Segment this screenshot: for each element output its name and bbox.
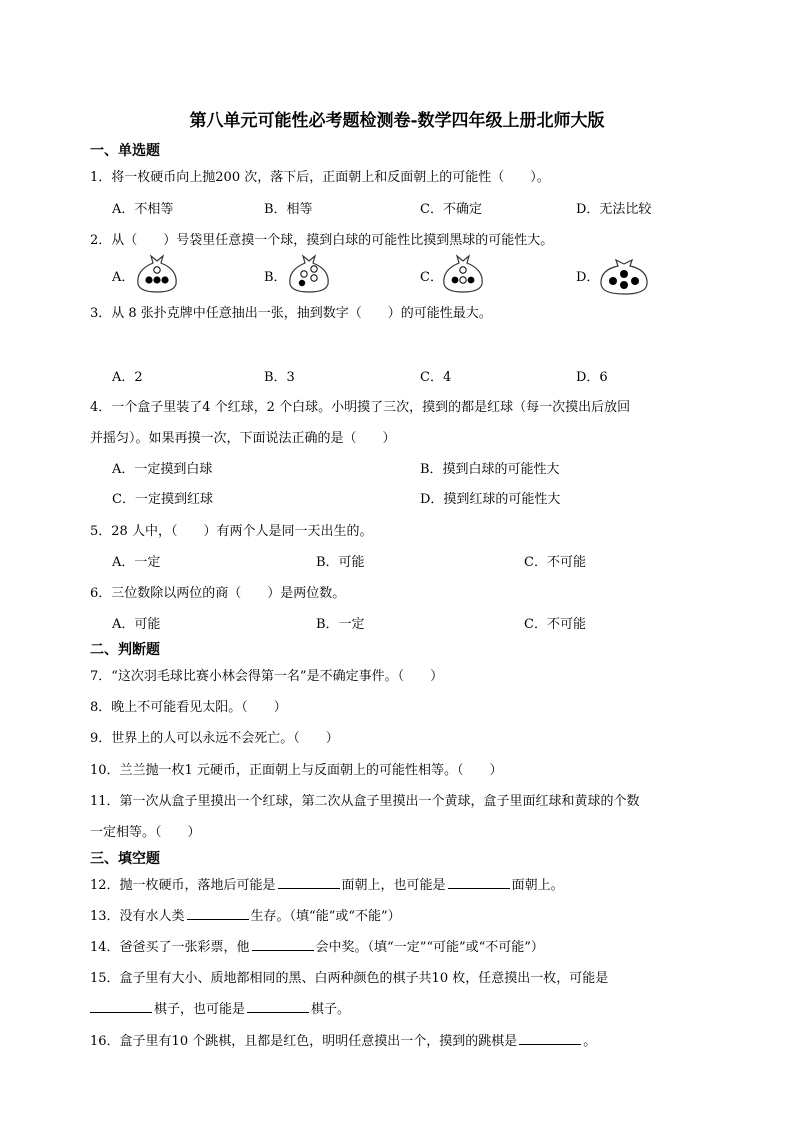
page-title: 第八单元可能性必考题检测卷-数学四年级上册北师大版: [189, 111, 605, 131]
question-1: 1．将一枚硬币向上抛200 次，落下后，正面朝上和反面朝上的可能性（ ）。: [90, 170, 550, 185]
question-14: [90, 936, 544, 955]
question-15-line-1: 15．盒子里有大小、质地都相同的黑、白两种颜色的棋子共10 枚，任意摸出一枚，可能是: [90, 971, 609, 986]
bag-c-icon: [440, 252, 486, 294]
question-13: [90, 905, 401, 924]
option: A．不相等: [112, 202, 174, 217]
option: C．不可能: [524, 555, 586, 570]
option: A．可能: [112, 617, 161, 632]
bag-d-icon: [598, 254, 650, 296]
question-3: 3．从 8 张扑克牌中任意抽出一张，抽到数字（ ）的可能性最大。: [90, 306, 492, 321]
answer-blank[interactable]: [247, 998, 309, 1013]
option: A．2: [112, 370, 143, 385]
question-4-line-2: 并摇匀）。如果再摸一次，下面说法正确的是（ ）: [90, 431, 396, 446]
question-4-line-1: 4．一个盒子里装了4 个红球，2 个白球。小明摸了三次，摸到的都是红球（每一次摸出后放回: [90, 400, 631, 415]
question-12: [90, 874, 564, 893]
question-7: 7．“这次羽毛球比赛小林会得第一名”是不确定事件。（ ）: [90, 669, 444, 684]
question-11-line-1: 11．第一次从盒子里摸出一个红球，第二次从盒子里摸出一个黄球，盒子里面红球和黄球的个数: [90, 794, 640, 809]
option: C．不可能: [524, 617, 586, 632]
bag-b-icon: [286, 252, 332, 294]
question-text: 棋子，也可能是: [154, 1002, 246, 1017]
option: C．一定摸到红球: [112, 492, 213, 507]
question-text: 面朝上，也可能是: [341, 878, 446, 893]
question-6: 6．三位数除以两位的商（ ）是两位数。: [90, 586, 346, 601]
option: D．6: [576, 370, 608, 385]
question-11-line-2: 一定相等。（ ）: [90, 825, 201, 840]
option: C．不确定: [420, 202, 482, 217]
option: B．可能: [316, 555, 365, 570]
option: B．: [264, 270, 287, 285]
answer-blank[interactable]: [278, 874, 340, 889]
section-heading: 二、判断题: [90, 642, 160, 658]
question-text: 16．盒子里有10 个跳棋，且都是红色，明明任意摸出一个，摸到的跳棋是: [90, 1034, 518, 1049]
option: B．摸到白球的可能性大: [420, 462, 560, 477]
question-text: 。: [583, 1034, 597, 1049]
question-16: [90, 1030, 596, 1049]
answer-blank[interactable]: [252, 936, 314, 951]
option: A．一定: [112, 555, 161, 570]
option: D．: [576, 270, 600, 285]
section-heading: 三、填空题: [90, 851, 160, 867]
question-text: 12．抛一枚硬币，落地后可能是: [90, 878, 276, 893]
question-9: 9．世界上的人可以永远不会死亡。（ ）: [90, 731, 339, 746]
section-heading: 一、单选题: [90, 143, 160, 159]
question-text: 生存。（填“能”或“不能”）: [250, 909, 401, 924]
question-text: 13．没有水人类: [90, 909, 185, 924]
option: C．4: [420, 370, 452, 385]
question-15-line-2: [90, 998, 350, 1017]
question-text: 14．爸爸买了一张彩票，他: [90, 940, 250, 955]
bag-a-icon: [134, 252, 180, 294]
option: D．无法比较: [576, 202, 652, 217]
question-10: 10．兰兰抛一枚1 元硬币，正面朝上与反面朝上的可能性相等。（ ）: [90, 763, 503, 778]
option: B．相等: [264, 202, 313, 217]
option: B．3: [264, 370, 295, 385]
question-2: 2．从（ ）号袋里任意摸一个球，摸到白球的可能性比摸到黑球的可能性大。: [90, 233, 554, 248]
answer-blank[interactable]: [187, 905, 249, 920]
question-8: 8．晚上不可能看见太阳。（ ）: [90, 700, 287, 715]
answer-blank[interactable]: [90, 998, 152, 1013]
option: A．一定摸到白球: [112, 462, 213, 477]
option: D．摸到红球的可能性大: [420, 492, 561, 507]
question-text: 棋子。: [311, 1002, 351, 1017]
answer-blank[interactable]: [448, 874, 510, 889]
option: A．: [112, 270, 135, 285]
option: C．: [420, 270, 443, 285]
question-5: 5．28 人中，（ ）有两个人是同一天出生的。: [90, 524, 373, 539]
answer-blank[interactable]: [519, 1030, 581, 1045]
question-text: 会中奖。（填“一定”“可能”或“不可能”）: [315, 940, 544, 955]
question-text: 面朝上。: [511, 878, 564, 893]
option: B．一定: [316, 617, 365, 632]
